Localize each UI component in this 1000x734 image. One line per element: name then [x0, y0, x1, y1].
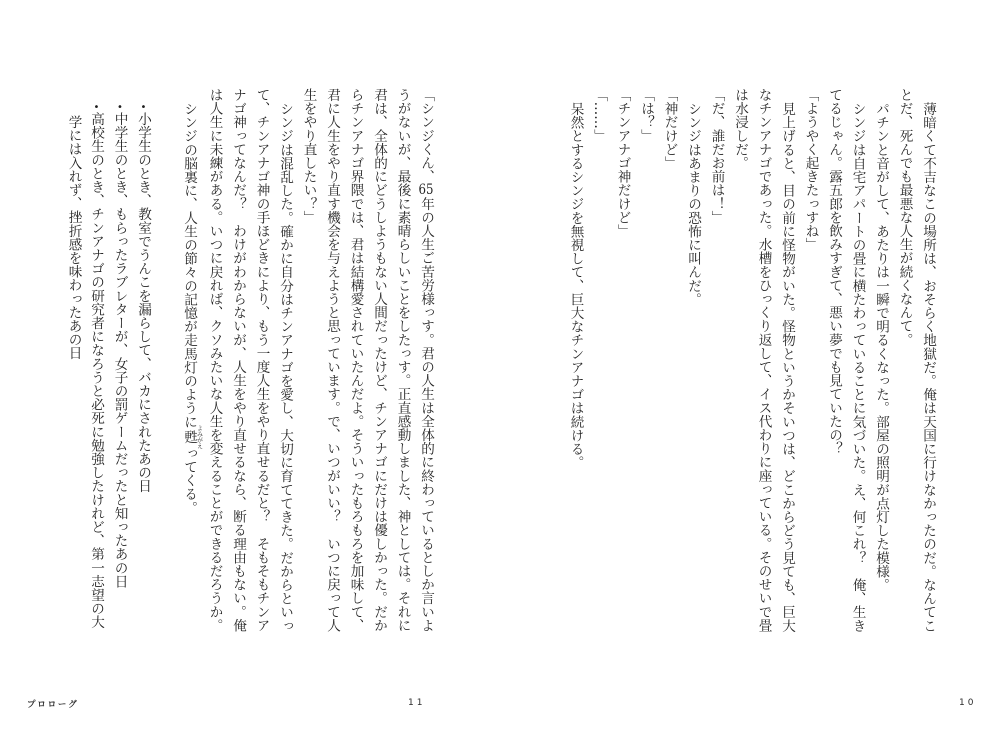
bullet-icon: •: [91, 101, 102, 113]
text-line: シンジは混乱した。確かに自分はチンアナゴを愛し、大切に育ててきた。だからといっ: [277, 101, 293, 632]
page-number-left: 11: [408, 698, 426, 708]
paragraph: [179, 88, 203, 636]
page-number-right: 10: [959, 698, 977, 708]
ruby-word: [181, 425, 203, 449]
text-line: 「……」: [591, 88, 607, 143]
dialogue-line: [587, 88, 611, 636]
paragraph: [892, 88, 939, 636]
text-line: [179, 88, 203, 636]
bullet-icon: •: [114, 101, 126, 113]
ruby-base: 甦: [181, 425, 197, 449]
dialogue-line: [634, 88, 658, 636]
dialogue-line: [798, 88, 822, 636]
text-line: とだ、死んでも最悪な人生が続くなんて。: [896, 88, 913, 347]
list-item-line: [132, 88, 156, 636]
paragraph: [822, 88, 869, 636]
text-segment: 年の人生ご苦労様っす。君の人生は全体的に終わっているとしか言いよ: [418, 196, 434, 632]
text-line: 君に人生をやり直す機会を与えようと思っています。で、いつがいい？ いつに戻って人: [324, 88, 340, 632]
text-line: ナゴ神ってなんだ？ わけがわからないが、人生をやり直せるなら、断る理由もない。俺: [230, 88, 246, 632]
ruby-reading: よみがえ: [195, 425, 203, 449]
list-item-line: [85, 88, 109, 636]
memory-bullet-list: [61, 88, 155, 636]
text-line: 「だ、誰だお前は！」: [708, 88, 725, 224]
text-line: 「ようやく起きたっすね」: [802, 88, 819, 252]
running-head: プロローグ: [27, 700, 79, 710]
paragraph: [869, 88, 893, 636]
text-line: らチンアナゴ界隈では、君は結構愛されていたんだよ。そういったもろもろを加味して、: [347, 88, 364, 632]
dialogue-paragraph: [296, 88, 437, 636]
dialogue-line: [704, 88, 728, 636]
text-segment: シンジの脳裏に、人生の節々の記憶が走馬灯のように: [181, 101, 197, 428]
list-item: [132, 88, 156, 636]
list-item-text: 小学生のとき、教室でうんこを漏らして、バカにされたあの日: [135, 111, 151, 493]
text-line: 生をやり直したい？」: [300, 88, 317, 224]
bullet-icon: •: [138, 101, 149, 113]
list-item-line: [108, 88, 132, 636]
paragraph: [728, 88, 799, 636]
list-item-line: 学には入れず、挫折感を味わったあの日: [65, 115, 82, 360]
text-line: シンジは自宅アパートの畳に横たわっていることに気づいた。え、何これ？ 俺、生き: [849, 101, 866, 632]
text-line: て、チンアナゴ神の手ほどきにより、もう一度人生をやり直せるだと？ そもそもチンア: [253, 88, 270, 632]
text-line: シンジはあまりの恐怖に叫んだ。: [685, 101, 701, 306]
text-line: 薄暗くて不吉なこの場所は、おそらく地獄だ。俺は天国に行けなかったのだ。なんてこ: [920, 101, 936, 632]
text-segment: 「シンジくん、: [418, 88, 434, 184]
text-line: は人生に未練がある。いつに戻れば、クソみたいな人生を変えることができるだろうか。: [206, 88, 223, 632]
text-line: 呆然とするシンジを無視して、巨大なチンアナゴは続ける。: [567, 101, 584, 469]
text-line: 「チンアナゴ神だけど」: [614, 88, 631, 238]
text-line: うがないが、最後に素晴らしいことをしたっす。正直感動しました、神としては。それに: [394, 88, 411, 632]
text-line: は水浸しだ。: [732, 88, 748, 170]
text-line: [414, 88, 438, 636]
text-line: 見上げると、目の前に怪物がいた。怪物というかそいつは、どこからどう見ても、巨大: [779, 101, 795, 632]
text-line: なチンアナゴであった。水槽をひっくり返して、イス代わりに座っている。そのせいで畳: [755, 88, 772, 632]
dialogue-line: [657, 88, 681, 636]
age-number: 65: [418, 183, 434, 197]
list-item-text: 中学生のとき、もらったラブレターが、女子の罰ゲームだったと知ったあの日: [111, 111, 128, 588]
paragraph: [563, 88, 587, 636]
text-line: 「神だけど」: [661, 88, 678, 170]
text-line: てるじゃん。露五郎を飲みすぎて、悪い夢でも見ていたの？: [826, 88, 842, 456]
dialogue-line: [610, 88, 634, 636]
paragraph: [681, 88, 705, 636]
list-item-text: 高校生のとき、チンアナゴの研究者になろうと必死に勉強したけれど、第一志望の大: [88, 111, 104, 629]
left-page-body: [61, 88, 437, 636]
list-item: [108, 88, 132, 636]
text-segment: ってくる。: [181, 445, 197, 514]
list-item: [61, 88, 108, 636]
paragraph: [202, 88, 296, 636]
right-page-body: [563, 88, 939, 636]
text-line: パチンと音がして、あたりは一瞬で明るくなった。部屋の照明が点灯した模様。: [873, 101, 889, 592]
text-line: 「は？」: [638, 88, 654, 143]
text-line: 君は、全体的にどうしようもない人間だったけど、チンアナゴにだけは優しかった。だか: [371, 88, 387, 632]
